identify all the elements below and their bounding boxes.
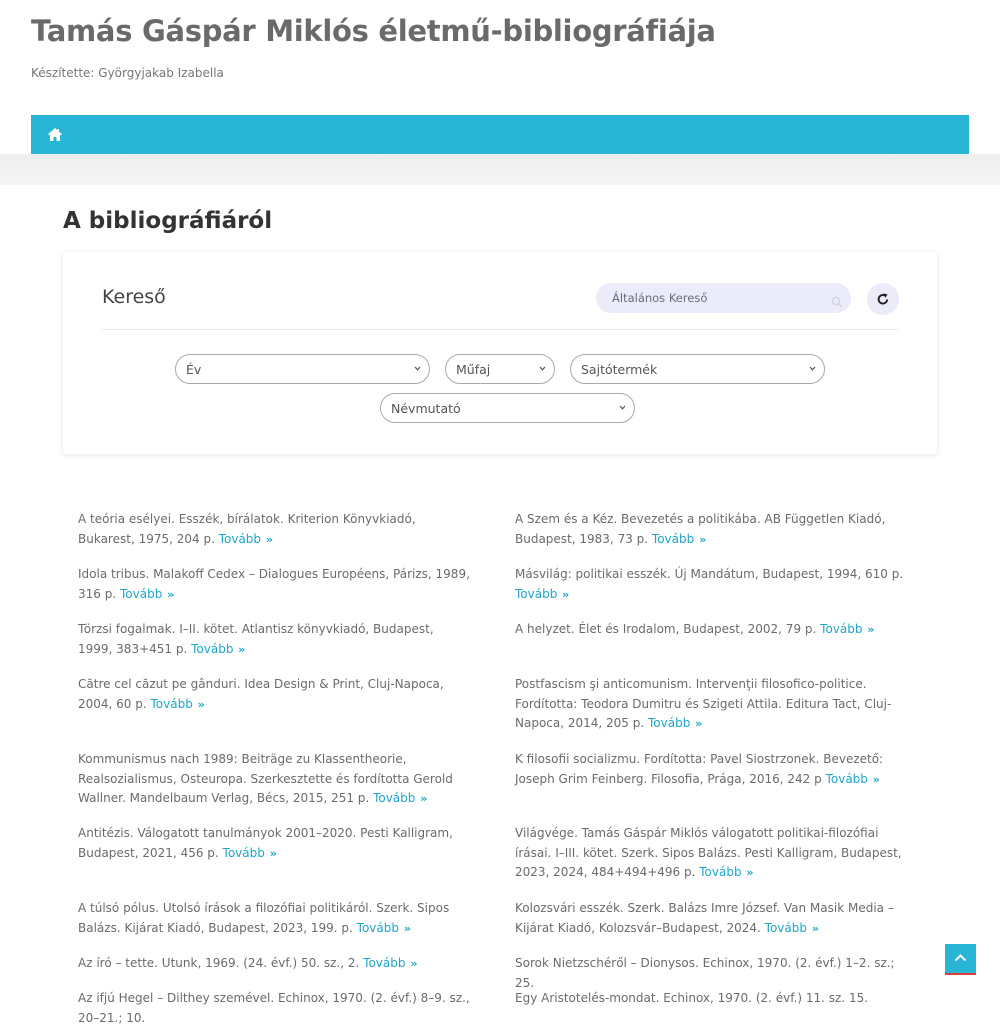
search-card <box>63 252 937 454</box>
entry-text: A Szem és a Kéz. Bevezetés a politikába. AB Független Kiadó, Budapest, 1983, 73 p. <box>515 512 886 546</box>
entry-text: Az ifjú Hegel – Dilthey szemével. Echinox, 1970. (2. évf.) 8–9. sz., 20–21.; 10. <box>78 991 470 1025</box>
more-link[interactable]: Tovább » <box>764 920 819 935</box>
entry-text: Törzsi fogalmak. I–II. kötet. Atlantisz könyvkiadó, Budapest, 1999, 383+451 p. <box>78 622 434 656</box>
more-link[interactable]: Tovább » <box>119 586 175 601</box>
entry-text: Kommunismus nach 1989: Beiträge zu Klassentheorie, Realsozialismus, Osteuropa. Szerkesztette és fordította Gerold Wallner. Mandelbaum Verlag, Bécs, 2015, 251 p. <box>78 752 453 806</box>
double-chevron-right-icon: » <box>695 532 707 546</box>
bibliography-entry <box>515 954 907 993</box>
search-card-title: Kereső <box>102 286 166 308</box>
bibliography-entry <box>78 954 470 974</box>
more-link[interactable]: Tovább » <box>699 865 754 880</box>
home-icon[interactable] <box>47 127 63 142</box>
bibliography-entry <box>78 675 470 714</box>
genre-select-label: Műfaj <box>456 362 491 377</box>
bibliography-entry <box>78 750 470 809</box>
chevron-up-icon <box>954 953 967 962</box>
bibliography-entry <box>515 824 907 883</box>
bibliography-entry <box>515 899 907 938</box>
bibliography-entry <box>515 989 907 1009</box>
year-select[interactable] <box>175 354 430 384</box>
page-title: A bibliográfiáról <box>63 208 273 234</box>
genre-select[interactable] <box>445 354 555 384</box>
double-chevron-right-icon: » <box>807 921 819 935</box>
more-link[interactable]: Tovább » <box>222 845 277 860</box>
more-link[interactable]: Tovább » <box>363 956 418 970</box>
double-chevron-right-icon: » <box>558 587 570 601</box>
entry-text: Kolozsvári esszék. Szerk. Balázs Imre József. Van Masik Media – Kijárat Kiadó, Kolozsvár–Budapest, 2024. <box>515 901 894 935</box>
card-divider <box>102 329 898 330</box>
more-link[interactable]: Tovább » <box>825 771 880 786</box>
entry-text: K filosofii socializmu. Fordította: Pavel Siostrzonek. Bevezető: Joseph Grim Feinberg. Filosofia, Prága, 2016, 242 p <box>515 752 884 786</box>
more-link[interactable]: Tovább » <box>651 531 707 546</box>
names-select-label: Névmutató <box>391 401 461 416</box>
names-select[interactable] <box>380 393 635 423</box>
bibliography-entry <box>78 989 470 1028</box>
chevron-down-icon <box>539 365 546 372</box>
double-chevron-right-icon: » <box>406 957 418 970</box>
site-subtitle: Készítette: Györgyjakab Izabella <box>31 66 224 80</box>
double-chevron-right-icon: » <box>262 532 273 546</box>
reload-icon <box>877 292 889 306</box>
entry-text: Az író – tette. Utunk, 1969. (24. évf.) 50. sz., 2. <box>78 956 360 970</box>
bibliography-entry <box>78 565 470 604</box>
more-link[interactable]: Tovább » <box>648 716 703 731</box>
scroll-to-top-button[interactable] <box>945 944 976 975</box>
chevron-down-icon <box>809 365 816 372</box>
bibliography-entry <box>515 750 907 789</box>
bibliography-entry <box>515 565 907 604</box>
double-chevron-right-icon: » <box>742 866 754 880</box>
more-link[interactable]: Tovább » <box>515 586 570 601</box>
entry-text: Către cel căzut pe gânduri. Idea Design & Print, Cluj-Napoca, 2004, 60 p. <box>78 677 444 711</box>
press-select-label: Sajtótermék <box>581 362 658 377</box>
more-link[interactable]: Tovább » <box>373 791 428 806</box>
entry-text: Másvilág: politikai esszék. Új Mandátum, Budapest, 1994, 610 p. <box>515 567 904 581</box>
double-chevron-right-icon: » <box>863 623 875 636</box>
bibliography-entry <box>78 510 470 549</box>
entry-text: Sorok Nietzschéről – Dionysos. Echinox, 1970. (2. évf.) 1–2. sz.; 25. <box>515 956 895 990</box>
entry-text: Egy Aristotelés-mondat. Echinox, 1970. (2. évf.) 11. sz. 15. <box>515 991 869 1005</box>
more-link[interactable]: Tovább » <box>356 920 411 935</box>
bibliography-entry <box>515 675 907 734</box>
bibliography-entry <box>78 620 470 659</box>
entry-text: Postfascism şi anticomunism. Intervenţii filosofico-politice. Fordította: Teodora Dumitru és Szigeti Attila. Editura Tact, Cluj-Napoca, 2014, 205 p. <box>515 677 892 731</box>
press-select[interactable] <box>570 354 825 384</box>
entry-text: A helyzet. Élet és Irodalom, Budapest, 2002, 79 p. <box>515 622 817 636</box>
entry-text: A teória esélyei. Esszék, bírálatok. Kriterion Könyvkiadó, Bukarest, 1975, 204 p. <box>78 512 416 546</box>
double-chevron-right-icon: » <box>399 921 411 935</box>
bibliography-entry <box>78 824 470 863</box>
double-chevron-right-icon: » <box>234 642 246 656</box>
bibliography-entry <box>515 510 907 549</box>
chevron-down-icon <box>619 404 626 411</box>
more-link[interactable]: Tovább » <box>150 696 205 711</box>
entry-text: A túlsó pólus. Utolsó írások a filozófiai politikáról. Szerk. Sipos Balázs. Kijárat Kiadó, Budapest, 2023, 199. p. <box>78 901 450 935</box>
double-chevron-right-icon: » <box>691 717 703 731</box>
double-chevron-right-icon: » <box>193 697 205 711</box>
more-link[interactable]: Tovább » <box>191 641 246 656</box>
bibliography-entry <box>515 620 907 640</box>
more-link[interactable]: Tovább » <box>218 531 273 546</box>
header-divider-band <box>0 154 1000 185</box>
entry-text: Antitézis. Válogatott tanulmányok 2001–2020. Pesti Kalligram, Budapest, 2021, 456 p. <box>78 826 453 860</box>
entry-text: Világvége. Tamás Gáspár Miklós válogatott politikai-filozófiai írásai. I–III. kötet. Szerk. Sipos Balázs. Pesti Kalligram, Budapest, 2023, 2024, 484+494+496 p. <box>515 826 902 880</box>
site-title[interactable]: Tamás Gáspár Miklós életmű-bibliográfiája <box>31 14 716 48</box>
double-chevron-right-icon: » <box>265 846 277 860</box>
year-select-label: Év <box>186 362 202 377</box>
main-navbar <box>31 115 969 154</box>
double-chevron-right-icon: » <box>416 792 428 806</box>
bibliography-entry <box>78 899 470 938</box>
double-chevron-right-icon: » <box>868 772 880 786</box>
search-icon[interactable] <box>831 293 843 305</box>
more-link[interactable]: Tovább » <box>820 622 875 636</box>
chevron-down-icon <box>414 365 421 372</box>
search-input[interactable] <box>596 283 851 313</box>
entry-text: Idola tribus. Malakoff Cedex – Dialogues Européens, Párizs, 1989, 316 p. <box>78 567 470 601</box>
reset-button[interactable] <box>867 283 899 315</box>
double-chevron-right-icon: » <box>163 587 175 601</box>
